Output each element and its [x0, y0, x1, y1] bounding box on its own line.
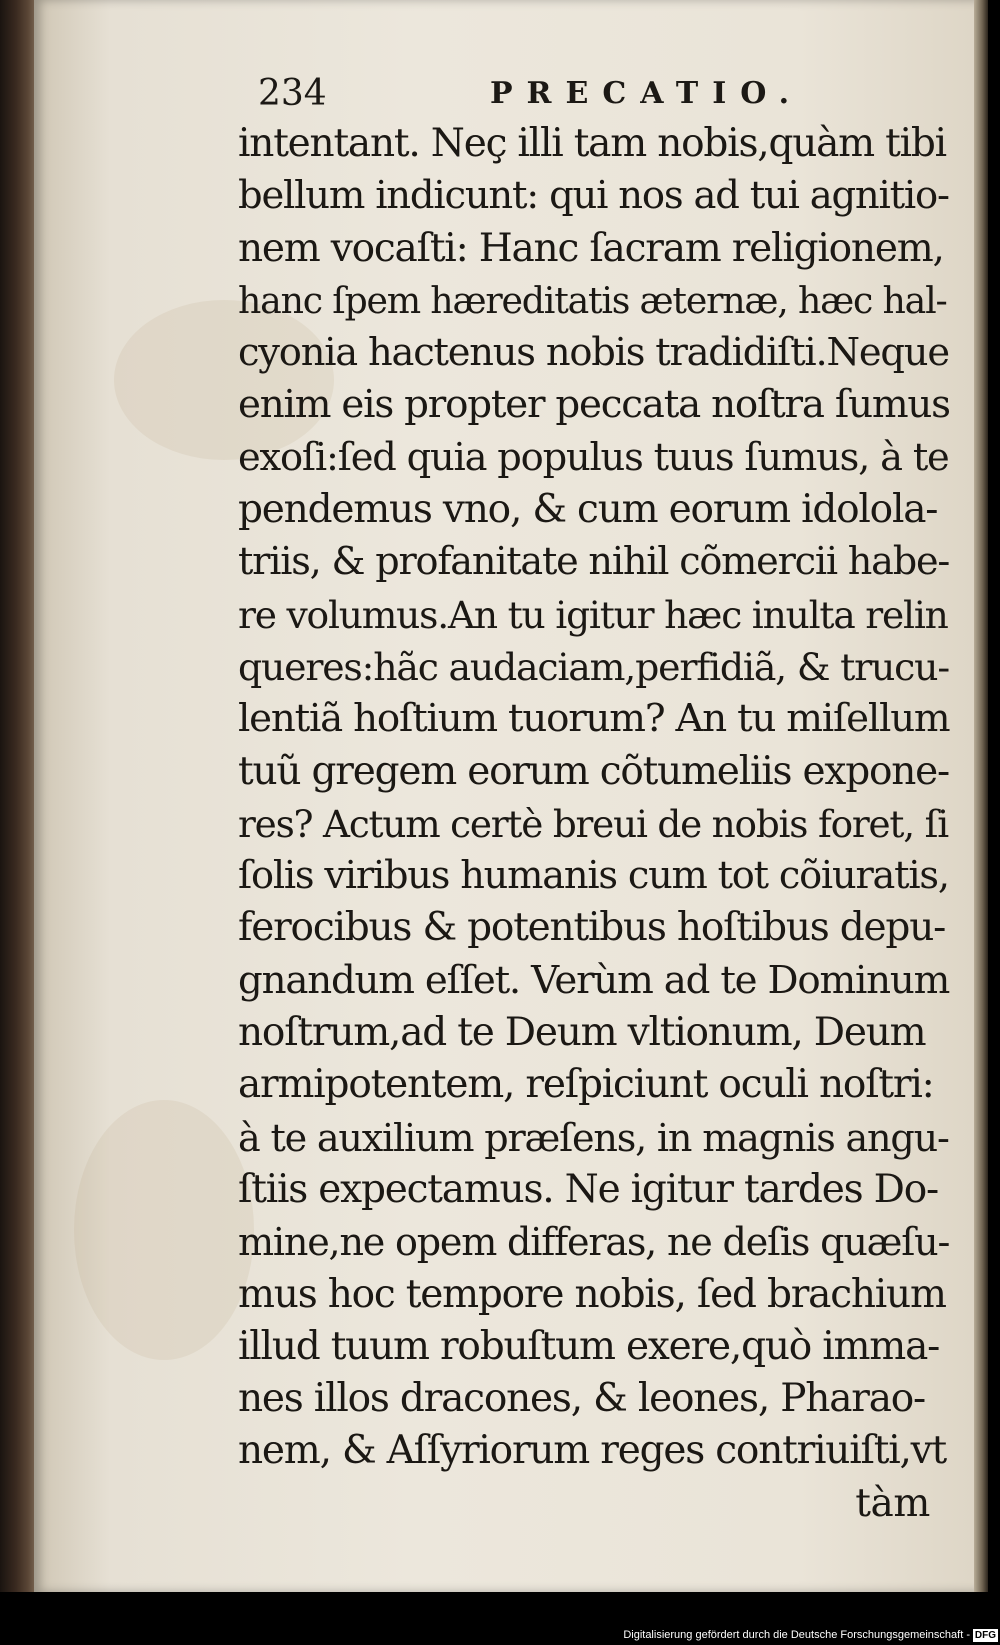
text-line: enim eis propter peccata noſtra ſumus	[238, 382, 950, 428]
text-line: re volumus.An tu igitur hæc inulta relin	[238, 592, 948, 637]
paper-stain	[74, 1100, 254, 1360]
text-line: nem, & Aſſyriorum reges contriuiſti,vt	[238, 1428, 946, 1474]
running-title: PRECATIO.	[490, 76, 804, 111]
text-line: lentiã hoſtium tuorum? An tu miſellum	[238, 696, 950, 742]
text-line: noſtrum,ad te Deum vltionum, Deum	[238, 1010, 926, 1056]
dfg-logo: DFG	[974, 1630, 996, 1641]
text-line: nem vocaſti: Hanc ſacram religionem,	[238, 225, 944, 271]
text-line: ſtiis expectamus. Ne igitur tardes Do-	[238, 1166, 938, 1212]
text-line: nes illos dracones, & leones, Pharao-	[238, 1376, 926, 1422]
text-line: triis, & profanitate nihil cõmercii habe-	[238, 540, 950, 585]
text-line: hanc ſpem hæreditatis æternæ, hæc hal-	[238, 278, 947, 322]
page-header	[258, 68, 818, 120]
footer-bar	[0, 1592, 1000, 1645]
body-text	[238, 118, 950, 1530]
text-line: ſolis viribus humanis cum tot cõiuratis,	[238, 853, 949, 899]
text-line: pendemus vno, & cum eorum idolola-	[238, 487, 938, 533]
text-line: res? Actum certè breui de nobis foret, ſi	[238, 801, 948, 846]
text-line: exoſi:ſed quia populus tuus ſumus, à te	[238, 434, 949, 480]
text-line: à te auxilium præſens, in magnis angu-	[238, 1115, 949, 1160]
text-line: bellum indicunt: qui nos ad tui agnitio-	[238, 173, 949, 219]
page-number: 234	[258, 73, 327, 114]
text-line: armipotentem, reſpiciunt oculi noſtri:	[238, 1062, 934, 1108]
text-line: tuũ gregem eorum cõtumeliis expone-	[238, 748, 950, 794]
text-line: intentant. Neç illi tam nobis,quàm tibi	[238, 121, 946, 166]
text-line: illud tuum robuſtum exere,quò imma-	[238, 1323, 940, 1369]
text-line: mus hoc tempore nobis, ſed brachium	[238, 1271, 946, 1317]
page-edge	[974, 0, 988, 1592]
funding-note: Digitalisierung gefördert durch die Deutsche Forschungsgemeinschaft -	[623, 1629, 970, 1641]
text-line: queres:hãc audaciam,perfidiã, & trucu-	[238, 644, 949, 689]
text-line: ferocibus & potentibus hoſtibus depu-	[238, 905, 946, 951]
text-line: gnandum eſſet. Verùm ad te Dominum	[238, 957, 950, 1003]
catchword: tàm	[855, 1480, 930, 1526]
text-line: mine,ne opem differas, ne deſis quæſu-	[238, 1220, 950, 1265]
text-line: cyonia hactenus nobis tradidiſti.Neque	[238, 330, 949, 376]
